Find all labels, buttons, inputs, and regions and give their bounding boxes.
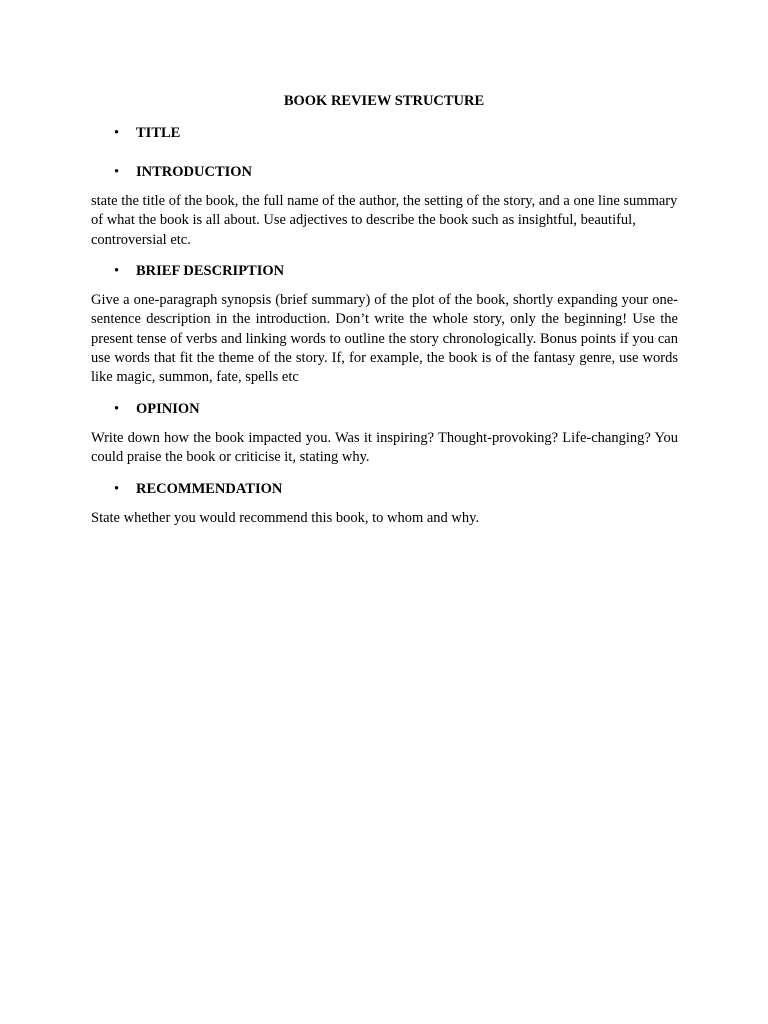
section-heading-introduction <box>114 163 252 181</box>
heading-label: BRIEF DESCRIPTION <box>136 263 285 279</box>
section-heading-opinion <box>114 400 200 418</box>
bullet-icon: • <box>114 263 120 279</box>
heading-label: RECOMMENDATION <box>136 481 283 497</box>
section-body-opinion: Write down how the book impacted you. Was it inspiring? Thought-provoking? Life-changing? You could praise the book or criticise it, stating why. <box>91 430 678 466</box>
document-title: BOOK REVIEW STRUCTURE <box>283 93 485 109</box>
bullet-icon: • <box>114 164 120 180</box>
bullet-icon: • <box>114 125 120 141</box>
section-heading-recommendation <box>114 480 282 498</box>
heading-label: OPINION <box>136 401 200 417</box>
bullet-icon: • <box>114 481 120 497</box>
heading-label: INTRODUCTION <box>136 164 253 180</box>
section-heading-brief-description <box>114 262 284 280</box>
section-body-brief-description: Give a one-paragraph synopsis (brief summary) of the plot of the book, shortly expanding your one-sentence description in the introduction. Don’t write the whole story, only the beginning! Use the present tense of verbs and linking words to outline the story chronologically. Bonus points if you can use words that fit the theme of the story. If, for example, the book is of the fantasy genre, use words like magic, summon, fate, spells etc <box>91 292 678 386</box>
section-body-recommendation: State whether you would recommend this book, to whom and why. <box>91 510 480 526</box>
section-body-introduction: state the title of the book, the full name of the author, the setting of the story, and a one line summary of what the book is all about. Use adjectives to describe the book such as insightful, beautiful, controversial etc. <box>91 193 678 248</box>
heading-label: TITLE <box>136 125 181 141</box>
bullet-icon: • <box>114 401 120 417</box>
section-heading-title <box>114 124 180 142</box>
